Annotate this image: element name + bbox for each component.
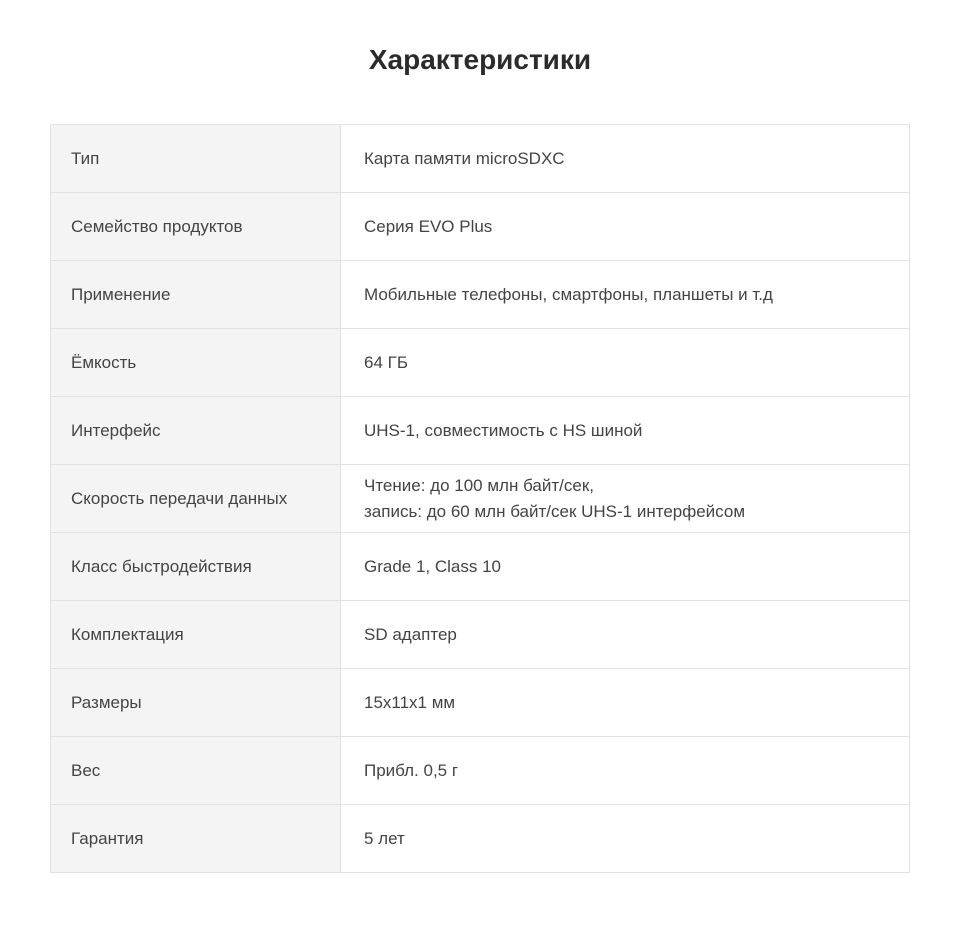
table-row	[51, 601, 910, 669]
spec-name-interface: Интерфейс	[51, 397, 341, 465]
spec-value-transfer-speed	[341, 465, 910, 533]
spec-name-application: Применение	[51, 261, 341, 329]
spec-value-speed-class: Grade 1, Class 10	[341, 533, 910, 601]
table-row	[51, 125, 910, 193]
table-row	[51, 805, 910, 873]
spec-value-interface: UHS-1, совместимость с HS шиной	[341, 397, 910, 465]
write-speed-text: запись: до 60 млн байт/сек UHS-1 интерфейсом	[364, 501, 746, 521]
table-row	[51, 737, 910, 805]
spec-name-warranty: Гарантия	[51, 805, 341, 873]
spec-value-dimensions: 15x11x1 мм	[341, 669, 910, 737]
spec-value-warranty: 5 лет	[364, 828, 405, 848]
table-row	[51, 329, 910, 397]
spec-name-transfer-speed: Скорость передачи данных	[51, 465, 341, 533]
spec-name-product-family: Семейство продуктов	[51, 193, 341, 261]
spec-name-type: Тип	[51, 125, 341, 193]
spec-value-type: Карта памяти microSDXC	[341, 125, 910, 193]
spec-name-speed-class: Класс быстродействия	[51, 533, 341, 601]
table-row	[51, 533, 910, 601]
page-title: Характеристики	[368, 44, 592, 75]
table-row	[51, 261, 910, 329]
spec-name-weight: Вес	[51, 737, 341, 805]
table-row	[51, 669, 910, 737]
table-row	[51, 193, 910, 261]
spec-name-package-contents: Комплектация	[51, 601, 341, 669]
spec-name-dimensions: Размеры	[51, 669, 341, 737]
spec-value-weight: Прибл. 0,5 г	[341, 737, 910, 805]
spec-value-package-contents: SD адаптер	[341, 601, 910, 669]
table-row	[51, 397, 910, 465]
spec-value-product-family: Серия EVO Plus	[341, 193, 910, 261]
spec-value-capacity: 64 ГБ	[341, 329, 910, 397]
spec-name-capacity: Ёмкость	[51, 329, 341, 397]
specs-table	[50, 124, 910, 873]
read-speed-text: Чтение: до 100 млн байт/сек,	[364, 475, 594, 495]
table-row	[51, 465, 910, 533]
spec-value-application: Мобильные телефоны, смартфоны, планшеты и т.д	[341, 261, 910, 329]
